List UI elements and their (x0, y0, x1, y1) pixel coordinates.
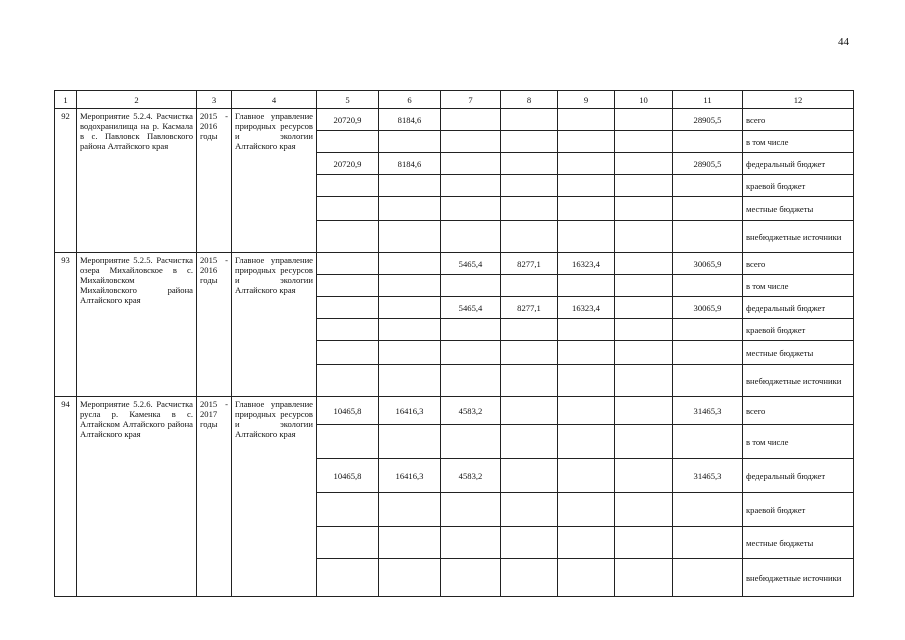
amount-cell (615, 153, 673, 175)
column-header: 7 (441, 91, 501, 109)
amount-cell (615, 253, 673, 275)
amount-cell: 31465,3 (673, 459, 743, 493)
amount-cell (441, 319, 501, 341)
amount-cell (615, 493, 673, 527)
amount-cell (673, 319, 743, 341)
amount-cell (615, 527, 673, 559)
column-header: 1 (55, 91, 77, 109)
amount-cell (615, 365, 673, 397)
amount-cell (558, 319, 615, 341)
amount-cell (379, 131, 441, 153)
amount-cell (317, 221, 379, 253)
amount-cell (615, 275, 673, 297)
amount-cell (558, 131, 615, 153)
amount-cell (379, 197, 441, 221)
amount-cell (501, 319, 558, 341)
amount-cell (615, 397, 673, 425)
amount-cell (501, 527, 558, 559)
page-number: 44 (838, 36, 849, 48)
amount-cell (558, 175, 615, 197)
amount-cell (441, 175, 501, 197)
amount-cell (501, 559, 558, 597)
amount-cell (379, 297, 441, 319)
amount-cell (558, 275, 615, 297)
amount-cell (379, 319, 441, 341)
amount-cell: 16323,4 (558, 297, 615, 319)
column-header: 10 (615, 91, 673, 109)
amount-cell (379, 559, 441, 597)
funding-source: внебюджетные источники (743, 365, 854, 397)
amount-cell (673, 175, 743, 197)
amount-cell (615, 221, 673, 253)
row-number: 92 (55, 109, 77, 253)
amount-cell (673, 365, 743, 397)
funding-source: в том числе (743, 275, 854, 297)
amount-cell: 28905,5 (673, 153, 743, 175)
amount-cell (501, 275, 558, 297)
amount-cell (615, 175, 673, 197)
amount-cell (615, 341, 673, 365)
amount-cell: 8184,6 (379, 153, 441, 175)
amount-cell (615, 319, 673, 341)
amount-cell (558, 527, 615, 559)
period-years: 2015 - 2016 годы (197, 109, 232, 253)
amount-cell: 4583,2 (441, 459, 501, 493)
amount-cell: 31465,3 (673, 397, 743, 425)
amount-cell (379, 253, 441, 275)
amount-cell (317, 319, 379, 341)
amount-cell: 4583,2 (441, 397, 501, 425)
amount-cell (501, 493, 558, 527)
amount-cell (558, 153, 615, 175)
amount-cell (317, 275, 379, 297)
amount-cell (379, 365, 441, 397)
amount-cell (558, 221, 615, 253)
funding-source: местные бюджеты (743, 341, 854, 365)
column-header: 12 (743, 91, 854, 109)
amount-cell (501, 341, 558, 365)
amount-cell (441, 109, 501, 131)
amount-cell: 30065,9 (673, 253, 743, 275)
amount-cell (558, 197, 615, 221)
column-header: 8 (501, 91, 558, 109)
amount-cell (558, 109, 615, 131)
amount-cell (501, 131, 558, 153)
amount-cell (673, 221, 743, 253)
funding-source: всего (743, 397, 854, 425)
amount-cell (673, 425, 743, 459)
funding-source: федеральный бюджет (743, 153, 854, 175)
table-row (55, 253, 854, 275)
amount-cell (558, 365, 615, 397)
amount-cell (379, 221, 441, 253)
funding-source: всего (743, 253, 854, 275)
program-table (54, 90, 854, 597)
amount-cell: 28905,5 (673, 109, 743, 131)
amount-cell (558, 397, 615, 425)
amount-cell: 5465,4 (441, 297, 501, 319)
amount-cell (673, 527, 743, 559)
amount-cell (501, 221, 558, 253)
amount-cell (673, 131, 743, 153)
amount-cell (558, 493, 615, 527)
amount-cell (441, 527, 501, 559)
amount-cell (317, 175, 379, 197)
amount-cell (615, 297, 673, 319)
activity-name: Мероприятие 5.2.4. Расчистка водохранилища на р. Касмала в с. Павловск Павловского района Алтайского края (77, 109, 197, 253)
amount-cell (379, 175, 441, 197)
amount-cell: 16416,3 (379, 397, 441, 425)
column-header: 4 (232, 91, 317, 109)
amount-cell (317, 197, 379, 221)
amount-cell: 8277,1 (501, 297, 558, 319)
column-header: 3 (197, 91, 232, 109)
amount-cell (441, 425, 501, 459)
funding-source: федеральный бюджет (743, 459, 854, 493)
amount-cell (558, 425, 615, 459)
funding-source: в том числе (743, 425, 854, 459)
amount-cell: 5465,4 (441, 253, 501, 275)
amount-cell (441, 365, 501, 397)
amount-cell (441, 341, 501, 365)
amount-cell (501, 153, 558, 175)
amount-cell: 8184,6 (379, 109, 441, 131)
amount-cell: 20720,9 (317, 109, 379, 131)
amount-cell (558, 459, 615, 493)
funding-source: местные бюджеты (743, 527, 854, 559)
amount-cell (501, 197, 558, 221)
activity-name: Мероприятие 5.2.6. Расчистка русла р. Каменка в с. Алтайском Алтайского района Алтайского края (77, 397, 197, 597)
funding-source: краевой бюджет (743, 175, 854, 197)
column-header: 9 (558, 91, 615, 109)
amount-cell (441, 153, 501, 175)
amount-cell: 8277,1 (501, 253, 558, 275)
amount-cell (317, 341, 379, 365)
amount-cell (558, 341, 615, 365)
amount-cell: 10465,8 (317, 459, 379, 493)
funding-source: местные бюджеты (743, 197, 854, 221)
amount-cell (615, 197, 673, 221)
amount-cell: 10465,8 (317, 397, 379, 425)
amount-cell (441, 493, 501, 527)
amount-cell (441, 197, 501, 221)
amount-cell (317, 253, 379, 275)
amount-cell (615, 131, 673, 153)
amount-cell: 16416,3 (379, 459, 441, 493)
funding-source: внебюджетные источники (743, 559, 854, 597)
amount-cell (317, 297, 379, 319)
amount-cell (379, 527, 441, 559)
funding-source: всего (743, 109, 854, 131)
period-years: 2015 - 2016 годы (197, 253, 232, 397)
column-header: 2 (77, 91, 197, 109)
amount-cell (441, 221, 501, 253)
funding-source: краевой бюджет (743, 493, 854, 527)
amount-cell (317, 425, 379, 459)
funding-source: внебюджетные источники (743, 221, 854, 253)
activity-name: Мероприятие 5.2.5. Расчистка озера Михайловское в с. Михайловском Михайловского района Алтайского края (77, 253, 197, 397)
funding-source: краевой бюджет (743, 319, 854, 341)
column-header: 11 (673, 91, 743, 109)
amount-cell (379, 493, 441, 527)
executor-name: Главное управление природных ресурсов и экологии Алтайского края (232, 109, 317, 253)
amount-cell (501, 175, 558, 197)
table-row (55, 109, 854, 131)
amount-cell (379, 275, 441, 297)
amount-cell (615, 109, 673, 131)
amount-cell (501, 109, 558, 131)
funding-source: федеральный бюджет (743, 297, 854, 319)
amount-cell (317, 527, 379, 559)
amount-cell (615, 559, 673, 597)
amount-cell (501, 425, 558, 459)
column-header: 6 (379, 91, 441, 109)
amount-cell (558, 559, 615, 597)
funding-source: в том числе (743, 131, 854, 153)
amount-cell (317, 559, 379, 597)
amount-cell (441, 559, 501, 597)
amount-cell (441, 131, 501, 153)
amount-cell (673, 493, 743, 527)
amount-cell (317, 365, 379, 397)
amount-cell: 20720,9 (317, 153, 379, 175)
amount-cell (615, 459, 673, 493)
amount-cell (673, 197, 743, 221)
row-number: 93 (55, 253, 77, 397)
header-row (55, 91, 854, 109)
amount-cell (615, 425, 673, 459)
amount-cell (317, 493, 379, 527)
amount-cell (501, 397, 558, 425)
row-number: 94 (55, 397, 77, 597)
table-row (55, 397, 854, 425)
amount-cell (501, 459, 558, 493)
amount-cell (379, 341, 441, 365)
amount-cell (441, 275, 501, 297)
amount-cell: 30065,9 (673, 297, 743, 319)
column-header: 5 (317, 91, 379, 109)
amount-cell (673, 275, 743, 297)
period-years: 2015 - 2017 годы (197, 397, 232, 597)
executor-name: Главное управление природных ресурсов и экологии Алтайского края (232, 397, 317, 597)
amount-cell: 16323,4 (558, 253, 615, 275)
amount-cell (673, 559, 743, 597)
amount-cell (317, 131, 379, 153)
amount-cell (673, 341, 743, 365)
executor-name: Главное управление природных ресурсов и экологии Алтайского края (232, 253, 317, 397)
amount-cell (501, 365, 558, 397)
amount-cell (379, 425, 441, 459)
